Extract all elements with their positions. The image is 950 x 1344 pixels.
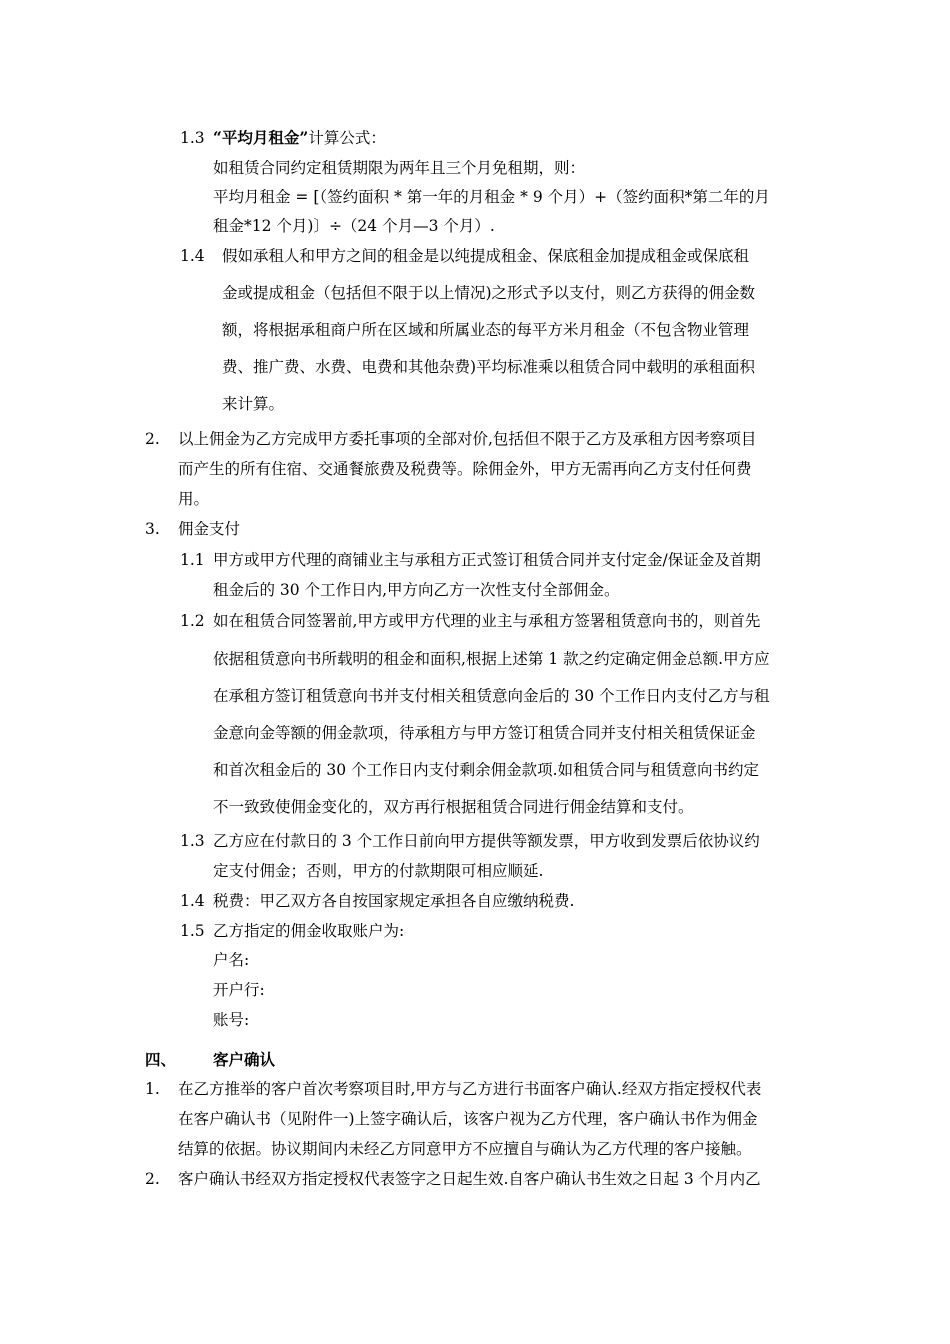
clause-number: 1.2 [180, 612, 205, 630]
clause-heading [213, 127, 386, 149]
text-line: 假如承租人和甲方之间的租金是以纯提成租金、保底租金加提成租金或保底租 [222, 247, 750, 265]
text-line: 乙方指定的佣金收取账户为: [213, 922, 405, 940]
text-line: 金意向金等额的佣金款项，待承租方与甲方签订租赁合同并支付相关租赁保证金 [213, 724, 756, 742]
text-line: 以上佣金为乙方完成甲方委托事项的全部对价,包括但不限于乙方及承租方因考察项目 [178, 430, 757, 448]
section-title: 客户确认 [213, 1050, 276, 1069]
account-number-label: 账号: [213, 1011, 250, 1029]
text-line: 定支付佣金；否则，甲方的付款期限可相应顺延. [213, 862, 544, 880]
clause-number: 1.5 [180, 922, 205, 940]
clause-number: 1.4 [180, 892, 205, 910]
item-number: 3. [145, 520, 160, 538]
text-line: 乙方应在付款日的 3 个工作日前向甲方提供等额发票，甲方收到发票后依协议约 [213, 832, 760, 850]
account-name-label: 户名: [213, 951, 250, 969]
text-line: 费、推广费、水费、电费和其他杂费)平均标准乘以租赁合同中载明的承租面积 [222, 358, 756, 376]
clause-title-suffix: 计算公式： [308, 129, 386, 147]
section-number: 四、 [145, 1050, 177, 1069]
text-line: 客户确认书经双方指定授权代表签字之日起生效.自客户确认书生效之日起 3 个月内乙 [178, 1170, 761, 1188]
text-line: 额，将根据承租商户所在区域和所属业态的每平方米月租金（不包含物业管理 [222, 321, 750, 339]
text-line: 在乙方推举的客户首次考察项目时,甲方与乙方进行书面客户确认.经双方指定授权代表 [178, 1080, 762, 1098]
text-line: 甲方或甲方代理的商铺业主与承租方正式签订租赁合同并支付定金/保证金及首期 [213, 551, 761, 569]
text-line: 结算的依据。协议期间内未经乙方同意甲方不应擅自与确认为乙方代理的客户接触。 [178, 1140, 752, 1158]
clause-title: “平均月租金” [213, 128, 309, 147]
clause-number: 1.1 [180, 551, 205, 569]
text-line: 金或提成租金（包括但不限于以上情况)之形式予以支付，则乙方获得的佣金数 [222, 284, 756, 302]
item-title: 佣金支付 [178, 520, 241, 538]
text-line: 平均月租金 = [（签约面积 * 第一年的月租金 * 9 个月）+（签约面积*第二年的月 [213, 188, 770, 206]
text-line: 用。 [178, 490, 210, 508]
item-number: 1. [145, 1080, 160, 1098]
bank-label: 开户行: [213, 981, 265, 999]
clause-number: 1.4 [180, 247, 205, 265]
clause-number: 1.3 [180, 129, 205, 147]
text-line: 依据租赁意向书所载明的租金和面积,根据上述第 1 款之约定确定佣金总额.甲方应 [213, 650, 770, 668]
text-line: 税费：甲乙双方各自按国家规定承担各自应缴纳税费. [213, 892, 575, 910]
text-line: 不一致致使佣金变化的，双方再行根据租赁合同进行佣金结算和支付。 [213, 798, 694, 816]
text-line: 租金后的 30 个工作日内,甲方向乙方一次性支付全部佣金。 [213, 581, 620, 599]
text-line: 在客户确认书（见附件一)上签字确认后，该客户视为乙方代理，客户确认书作为佣金 [178, 1110, 758, 1128]
text-line: 来计算。 [222, 395, 285, 413]
text-line: 如租赁合同约定租赁期限为两年且三个月免租期，则： [213, 159, 586, 177]
text-line: 租金*12 个月)〕÷（24 个月—3 个月）. [213, 217, 495, 235]
text-line: 如在租赁合同签署前,甲方或甲方代理的业主与承租方签署租赁意向书的，则首先 [213, 612, 761, 630]
text-line: 而产生的所有住宿、交通餐旅费及税费等。除佣金外，甲方无需再向乙方支付任何费 [178, 460, 752, 478]
item-number: 2. [145, 430, 160, 448]
text-line: 和首次租金后的 30 个工作日内支付剩余佣金款项.如租赁合同与租赁意向书约定 [213, 761, 760, 779]
item-number: 2. [145, 1170, 160, 1188]
clause-number: 1.3 [180, 832, 205, 850]
text-line: 在承租方签订租赁意向书并支付相关租赁意向金后的 30 个工作日内支付乙方与租 [213, 687, 770, 705]
